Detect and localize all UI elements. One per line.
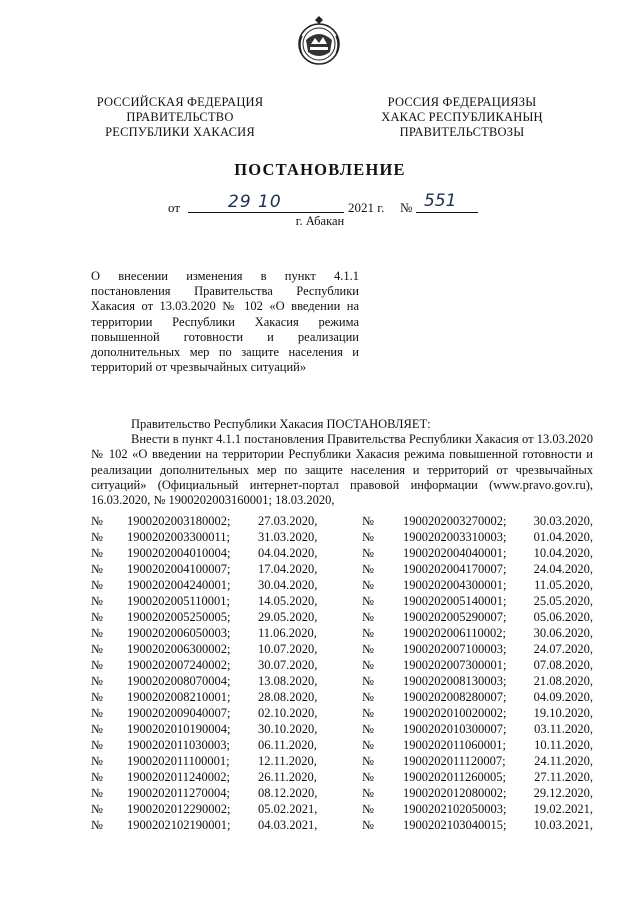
registry-number: 1900202011060001; bbox=[403, 738, 507, 752]
registry-number: 1900202012290002; bbox=[127, 802, 231, 816]
dateline-number-sign: № bbox=[400, 200, 413, 215]
registry-date: 24.11.2020, bbox=[534, 754, 593, 768]
table-row bbox=[91, 785, 593, 801]
number-sign: № bbox=[362, 674, 374, 688]
number-sign: № bbox=[91, 722, 103, 736]
registry-date: 19.02.2021, bbox=[533, 802, 593, 816]
registry-number: 1900202008280007; bbox=[403, 690, 507, 704]
registry-number: 1900202004100007; bbox=[127, 562, 231, 576]
table-row bbox=[91, 689, 593, 705]
number-sign: № bbox=[362, 786, 374, 800]
registry-number: 1900202008130003; bbox=[403, 674, 507, 688]
number-sign: № bbox=[91, 786, 103, 800]
number-sign: № bbox=[91, 802, 103, 816]
coat-of-arms-emblem bbox=[296, 14, 342, 66]
number-sign: № bbox=[91, 514, 103, 528]
registry-date: 06.11.2020, bbox=[258, 738, 317, 752]
registry-date: 21.08.2020, bbox=[533, 674, 593, 688]
registry-date: 12.11.2020, bbox=[258, 754, 317, 768]
registry-date: 08.12.2020, bbox=[258, 786, 318, 800]
number-sign: № bbox=[362, 738, 374, 752]
number-sign: № bbox=[91, 690, 103, 704]
registry-number: 1900202010190004; bbox=[127, 722, 231, 736]
registry-date: 30.04.2020, bbox=[258, 578, 318, 592]
registry-number: 1900202103040015; bbox=[403, 818, 507, 832]
registry-date: 28.08.2020, bbox=[258, 690, 318, 704]
table-row bbox=[91, 817, 593, 833]
registry-date: 04.03.2021, bbox=[258, 818, 318, 832]
registry-date: 05.02.2021, bbox=[258, 802, 318, 816]
registry-number: 1900202008070004; bbox=[127, 674, 231, 688]
handwritten-date: 29 10 bbox=[228, 192, 282, 212]
header-right-line: ХАКАС РЕСПУБЛИКАНЫҢ bbox=[381, 110, 543, 124]
registry-date: 10.11.2020, bbox=[534, 738, 593, 752]
registry-date: 30.07.2020, bbox=[258, 658, 318, 672]
registry-number: 1900202003180002; bbox=[127, 514, 231, 528]
dateline-prefix: от bbox=[168, 200, 181, 215]
header-left-line: ПРАВИТЕЛЬСТВО bbox=[126, 110, 234, 124]
registry-number: 1900202011240002; bbox=[127, 770, 231, 784]
registry-date: 03.11.2020, bbox=[534, 722, 593, 736]
registry-table bbox=[91, 513, 593, 833]
registry-number: 1900202005110001; bbox=[127, 594, 231, 608]
registry-number: 1900202010300007; bbox=[403, 722, 507, 736]
header-right-line: РОССИЯ ФЕДЕРАЦИЯЗЫ bbox=[387, 95, 537, 109]
table-row bbox=[91, 801, 593, 817]
handwritten-number: 551 bbox=[424, 191, 457, 211]
registry-date: 04.09.2020, bbox=[533, 690, 593, 704]
registry-date: 24.07.2020, bbox=[533, 642, 593, 656]
registry-number: 1900202004240001; bbox=[127, 578, 231, 592]
registry-number: 1900202003300011; bbox=[127, 530, 231, 544]
table-row bbox=[91, 721, 593, 737]
registry-number: 1900202006110002; bbox=[403, 626, 507, 640]
number-sign: № bbox=[91, 706, 103, 720]
registry-number: 1900202004010004; bbox=[127, 546, 231, 560]
registry-date: 10.04.2020, bbox=[533, 546, 593, 560]
number-sign: № bbox=[91, 658, 103, 672]
registry-date: 29.12.2020, bbox=[533, 786, 593, 800]
number-sign: № bbox=[362, 706, 374, 720]
subject-block: О внесении изменения в пункт 4.1.1 постановления Правительства Республики Хакасия от 13.03.2020 № 102 «О введении на территории Республики Хакасия режима повышенной готовности и реализации дополнительных мер по защите населения и территорий от чрезвычайных ситуаций» bbox=[91, 269, 359, 375]
registry-number: 1900202005140001; bbox=[403, 594, 507, 608]
number-sign: № bbox=[91, 594, 103, 608]
number-sign: № bbox=[362, 578, 374, 592]
registry-date: 19.10.2020, bbox=[533, 706, 593, 720]
number-underline bbox=[416, 212, 478, 213]
table-row bbox=[91, 577, 593, 593]
registry-number: 1900202006300002; bbox=[127, 642, 231, 656]
document-title: ПОСТАНОВЛЕНИЕ bbox=[234, 160, 406, 179]
registry-date: 10.07.2020, bbox=[258, 642, 318, 656]
number-sign: № bbox=[91, 530, 103, 544]
number-sign: № bbox=[91, 562, 103, 576]
number-sign: № bbox=[362, 642, 374, 656]
registry-number: 1900202007240002; bbox=[127, 658, 231, 672]
number-sign: № bbox=[91, 626, 103, 640]
registry-date: 27.11.2020, bbox=[534, 770, 593, 784]
registry-number: 1900202006050003; bbox=[127, 626, 231, 640]
number-sign: № bbox=[91, 610, 103, 624]
registry-number: 1900202003310003; bbox=[403, 530, 507, 544]
number-sign: № bbox=[362, 610, 374, 624]
number-sign: № bbox=[362, 658, 374, 672]
registry-date: 11.06.2020, bbox=[258, 626, 317, 640]
number-sign: № bbox=[362, 626, 374, 640]
number-sign: № bbox=[91, 546, 103, 560]
dateline bbox=[168, 191, 498, 216]
number-sign: № bbox=[362, 770, 374, 784]
number-sign: № bbox=[362, 818, 374, 832]
registry-date: 31.03.2020, bbox=[258, 530, 318, 544]
header-left-line: РОССИЙСКАЯ ФЕДЕРАЦИЯ bbox=[96, 95, 264, 109]
registry-date: 30.10.2020, bbox=[258, 722, 318, 736]
registry-date: 05.06.2020, bbox=[533, 610, 593, 624]
registry-date: 30.03.2020, bbox=[533, 514, 593, 528]
body-paragraph: Внести в пункт 4.1.1 постановления Правительства Республики Хакасия от 13.03.2020 № 102 «О введении на территории Республики Хакасия режима повышенной готовности и реализации дополнительных мер по защите населения и территорий от чрезвычайных ситуаций» (Официальный интернет-портал правовой информации (www.pravo.gov.ru), 16.03.2020, № 1900202003160001; 18.03.2020, bbox=[91, 432, 593, 508]
registry-number: 1900202007300001; bbox=[403, 658, 507, 672]
table-row bbox=[91, 641, 593, 657]
number-sign: № bbox=[362, 722, 374, 736]
registry-number: 1900202010020002; bbox=[403, 706, 507, 720]
table-row bbox=[91, 673, 593, 689]
registry-number: 1900202011100001; bbox=[127, 754, 230, 768]
number-sign: № bbox=[362, 594, 374, 608]
registry-number: 1900202009040007; bbox=[127, 706, 231, 720]
header-right-khakas bbox=[364, 95, 560, 140]
city: г. Абакан bbox=[295, 214, 345, 228]
registry-number: 1900202011120007; bbox=[403, 754, 506, 768]
registry-number: 1900202011030003; bbox=[127, 738, 231, 752]
number-sign: № bbox=[91, 674, 103, 688]
number-sign: № bbox=[91, 578, 103, 592]
registry-date: 17.04.2020, bbox=[258, 562, 318, 576]
table-row bbox=[91, 737, 593, 753]
table-row bbox=[91, 609, 593, 625]
registry-date: 13.08.2020, bbox=[258, 674, 318, 688]
registry-number: 1900202008210001; bbox=[127, 690, 231, 704]
number-sign: № bbox=[91, 818, 103, 832]
header-left-line: РЕСПУБЛИКИ ХАКАСИЯ bbox=[105, 125, 255, 139]
registry-number: 1900202004040001; bbox=[403, 546, 507, 560]
number-sign: № bbox=[362, 562, 374, 576]
registry-date: 26.11.2020, bbox=[258, 770, 317, 784]
number-sign: № bbox=[362, 530, 374, 544]
registry-date: 24.04.2020, bbox=[533, 562, 593, 576]
registry-date: 11.05.2020, bbox=[534, 578, 593, 592]
registry-number: 1900202012080002; bbox=[403, 786, 507, 800]
number-sign: № bbox=[362, 690, 374, 704]
table-row bbox=[91, 753, 593, 769]
registry-date: 25.05.2020, bbox=[533, 594, 593, 608]
number-sign: № bbox=[91, 738, 103, 752]
table-row bbox=[91, 657, 593, 673]
number-sign: № bbox=[91, 770, 103, 784]
registry-date: 02.10.2020, bbox=[258, 706, 318, 720]
header-right-line: ПРАВИТЕЛЬСТВОЗЫ bbox=[399, 125, 525, 139]
header-left-ru bbox=[80, 95, 280, 140]
number-sign: № bbox=[91, 754, 103, 768]
table-row bbox=[91, 545, 593, 561]
intro-line: Правительство Республики Хакасия ПОСТАНОВЛЯЕТ: bbox=[131, 417, 431, 431]
number-sign: № bbox=[362, 754, 374, 768]
registry-number: 1900202005250005; bbox=[127, 610, 231, 624]
registry-number: 1900202102190001; bbox=[127, 818, 231, 832]
table-row bbox=[91, 593, 593, 609]
registry-date: 01.04.2020, bbox=[533, 530, 593, 544]
table-row bbox=[91, 769, 593, 785]
registry-date: 04.04.2020, bbox=[258, 546, 318, 560]
registry-date: 10.03.2021, bbox=[533, 818, 593, 832]
registry-number: 1900202011260005; bbox=[403, 770, 507, 784]
number-sign: № bbox=[362, 546, 374, 560]
table-row bbox=[91, 625, 593, 641]
registry-date: 30.06.2020, bbox=[533, 626, 593, 640]
number-sign: № bbox=[91, 642, 103, 656]
registry-date: 29.05.2020, bbox=[258, 610, 318, 624]
registry-date: 07.08.2020, bbox=[533, 658, 593, 672]
registry-number: 1900202102050003; bbox=[403, 802, 507, 816]
registry-number: 1900202007100003; bbox=[403, 642, 507, 656]
date-underline bbox=[188, 212, 344, 213]
registry-number: 1900202004170007; bbox=[403, 562, 507, 576]
number-sign: № bbox=[362, 514, 374, 528]
table-row bbox=[91, 705, 593, 721]
table-row bbox=[91, 561, 593, 577]
registry-date: 27.03.2020, bbox=[258, 514, 318, 528]
registry-number: 1900202005290007; bbox=[403, 610, 507, 624]
registry-number: 1900202011270004; bbox=[127, 786, 231, 800]
number-sign: № bbox=[362, 802, 374, 816]
dateline-year: 2021 г. bbox=[348, 200, 385, 215]
registry-date: 14.05.2020, bbox=[258, 594, 318, 608]
table-row bbox=[91, 513, 593, 529]
table-row bbox=[91, 529, 593, 545]
registry-number: 1900202004300001; bbox=[403, 578, 507, 592]
registry-number: 1900202003270002; bbox=[403, 514, 507, 528]
